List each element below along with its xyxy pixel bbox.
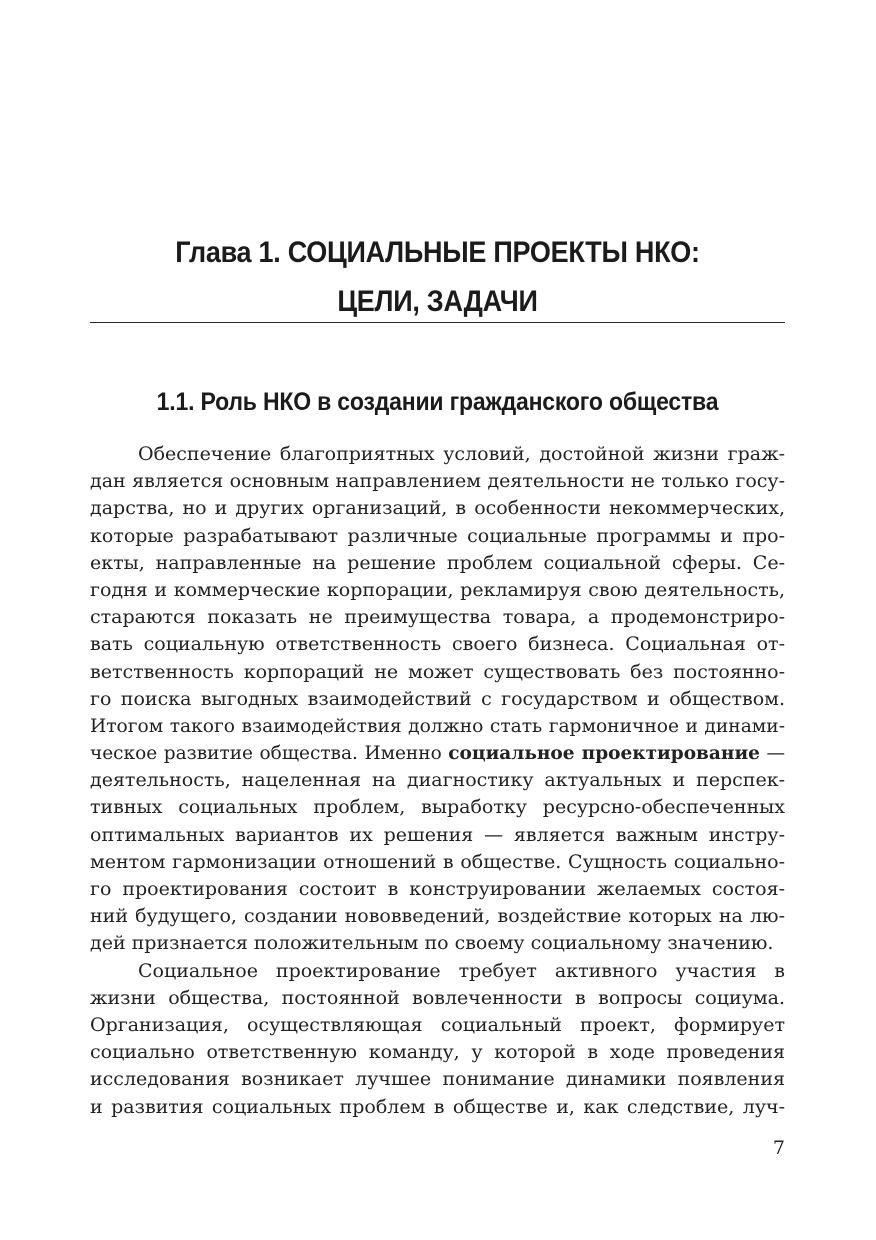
- text-line: оптимальных вариантов их решения — является важным инстру-: [90, 823, 785, 846]
- text-line: Итогом такого взаимодействия должно стать гармоничное и динами-: [90, 715, 785, 737]
- text-line: дан является основным направлением деятельности не только госу-: [90, 470, 785, 493]
- text-line: го проектирования состоит в конструировании желаемых состоя-: [90, 878, 785, 900]
- body-text: [90, 441, 785, 1121]
- chapter-title-line-1: Глава 1. СОЦИАЛЬНЫЕ ПРОЕКТЫ НКО:: [175, 236, 700, 269]
- text-line: ветственность корпораций не может существовать без постоянно-: [90, 660, 785, 683]
- paragraph-2: [90, 958, 785, 1121]
- text-line: тивных социальных проблем, выработку ресурсно-обеспеченных: [90, 796, 785, 819]
- text-line: деятельность, нацеленная на диагностику актуальных и перспек-: [90, 769, 785, 792]
- section-title: 1.1. Роль НКО в создании гражданского общества: [156, 388, 719, 416]
- page-number: 7: [772, 1137, 785, 1159]
- text-line: Социальное проектирование требует активного участия в: [138, 959, 785, 982]
- text-line: дей признается положительным по своему социальному значению.: [90, 932, 774, 955]
- text-line: екты, направленные на решение проблем социальной сферы. Се-: [90, 551, 785, 574]
- text-segment: —: [759, 743, 786, 765]
- text-line: годня и коммерческие корпорации, рекламируя свою деятельность,: [90, 578, 785, 601]
- text-line: жизни общества, постоянной вовлеченности в вопросы социума.: [90, 986, 785, 1009]
- key-term: социальное проектирование: [448, 743, 760, 765]
- text-line-with-term: [90, 740, 785, 767]
- paragraph-1: [90, 441, 785, 958]
- text-line: Обеспечение благоприятных условий, достойной жизни граж-: [138, 443, 785, 465]
- text-line: дарства, но и других организаций, в особенности некоммерческих,: [90, 497, 785, 520]
- chapter-title-line-2: ЦЕЛИ, ЗАДАЧИ: [337, 285, 538, 318]
- text-line: стараются показать не преимущества товара, а продемонстриро-: [90, 606, 785, 629]
- text-line: которые разрабатывают различные социальные программы и про-: [90, 524, 785, 547]
- text-line: вать социальную ответственность своего бизнеса. Социальная от-: [90, 633, 785, 656]
- chapter-divider: [90, 322, 785, 323]
- text-line: исследования возникает лучшее понимание динамики появления: [90, 1068, 785, 1091]
- text-line: социально ответственную команду, у которой в ходе проведения: [90, 1041, 785, 1064]
- text-line: ментом гармонизации отношений в обществе. Сущность социально-: [90, 850, 785, 873]
- text-segment: ческое развитие общества. Именно: [90, 743, 449, 765]
- text-line: ний будущего, создании нововведений, воздействие которых на лю-: [90, 905, 785, 928]
- text-line: Организация, осуществляющая социальный проект, формирует: [90, 1013, 785, 1036]
- text-line: го поиска выгодных взаимодействий с государством и обществом.: [90, 687, 785, 710]
- chapter-title: [125, 228, 751, 326]
- text-line: и развития социальных проблем в обществе и, как следствие, луч-: [90, 1095, 785, 1118]
